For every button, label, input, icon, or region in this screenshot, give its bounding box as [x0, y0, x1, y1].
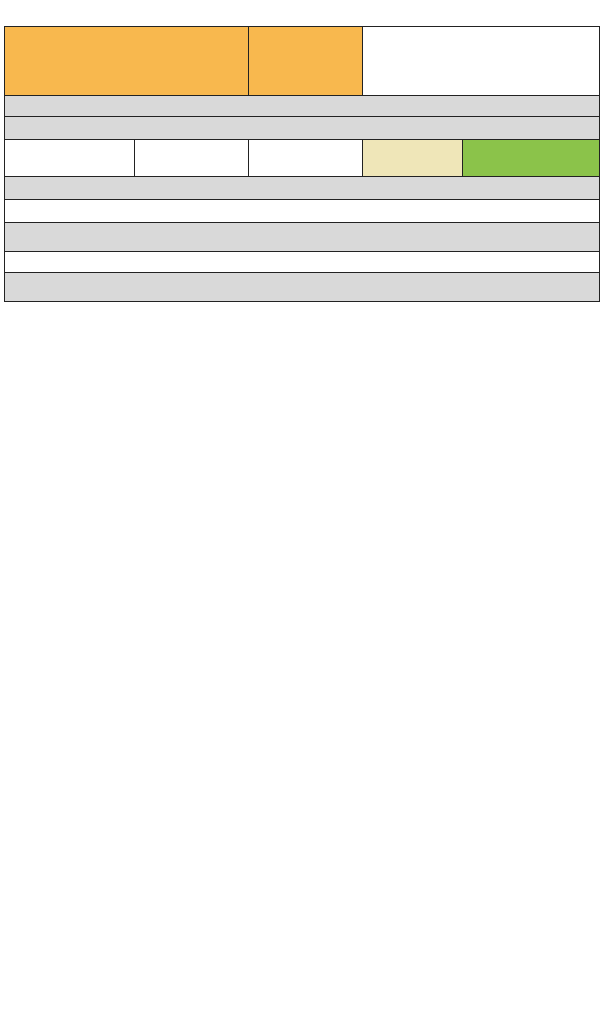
spacer-row [5, 200, 600, 223]
group-label-row [5, 117, 600, 140]
group-label [5, 223, 600, 252]
group-label-row [5, 177, 600, 200]
col-header-percent [135, 140, 249, 177]
section-title-row [5, 96, 600, 117]
group-label [5, 177, 600, 200]
col-header-rounded [463, 140, 600, 177]
group-label [5, 117, 600, 140]
page-title [0, 0, 603, 26]
spacer [5, 200, 600, 223]
school-name [363, 27, 600, 96]
group-label-row [5, 273, 600, 302]
spacer-row [5, 252, 600, 273]
group-label-row [5, 223, 600, 252]
col-header-fee-semester [363, 140, 463, 177]
fee-table [4, 26, 600, 302]
fee-label [5, 27, 249, 96]
group-label [5, 273, 600, 302]
spacer [5, 252, 600, 273]
section-title [5, 96, 600, 117]
column-header-row [5, 140, 600, 177]
col-header-average [5, 140, 135, 177]
fee-value [249, 27, 363, 96]
header-row [5, 27, 600, 96]
col-header-fee-year [249, 140, 363, 177]
